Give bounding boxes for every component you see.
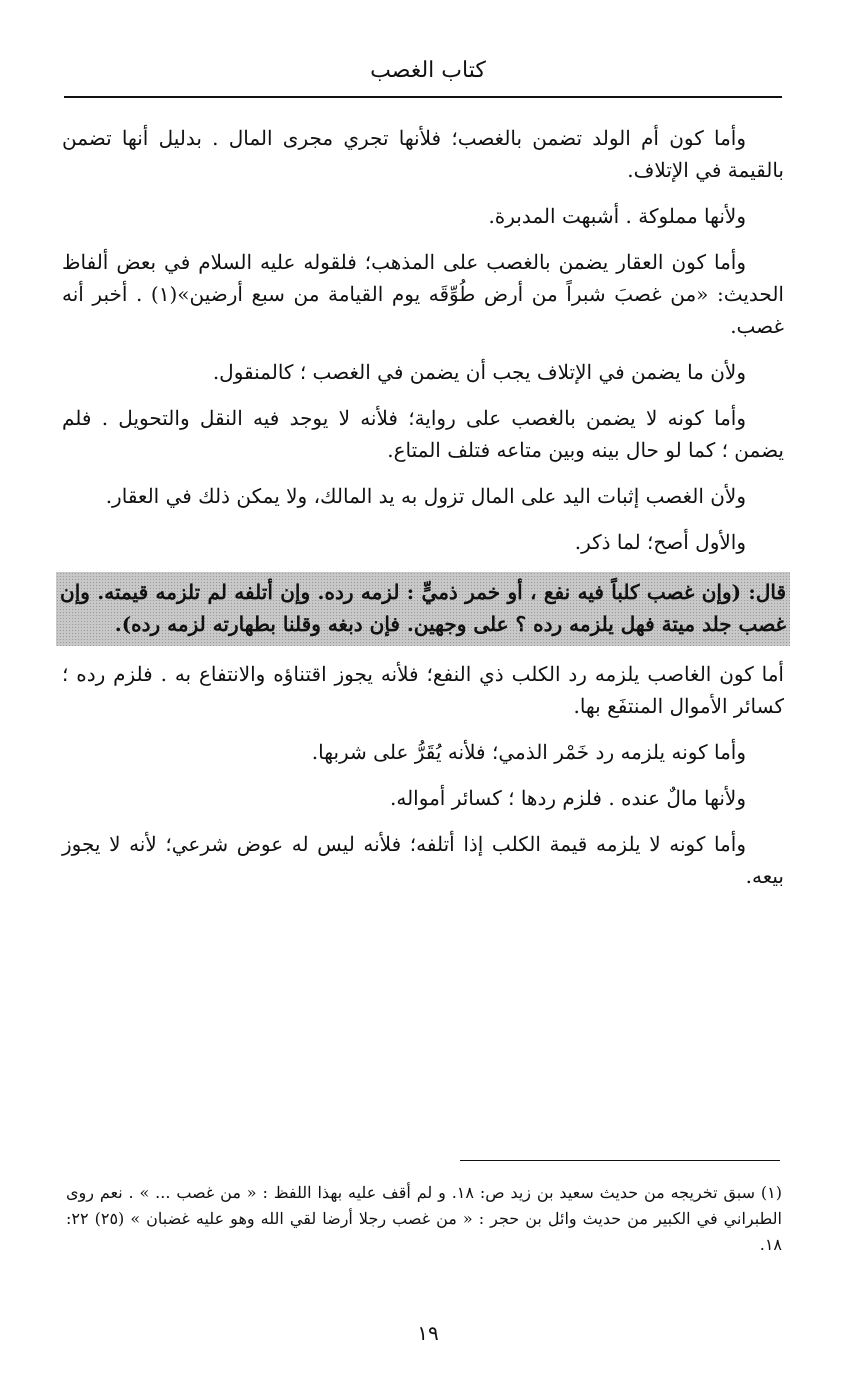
running-header-title: كتاب الغصب: [370, 58, 486, 83]
shaded-matn-paragraph: قال: (وإن غصب كلباً فيه نفع ، أو خمر ذميٍّ : لزمه رده. وإن أتلفه لم تلزمه قيمته. وإن غصب جلد ميتة فهل يلزمه رده ؟ على وجهين. فإن دبغه وقلنا بطهارته لزمه رده).: [56, 572, 790, 646]
paragraph: ولأنها مالٌ عنده . فلزم ردها ؛ كسائر أمواله.: [390, 786, 746, 810]
paragraph: والأول أصح؛ لما ذكر.: [574, 530, 746, 554]
footnote: (١) سبق تخريجه من حديث سعيد بن زيد ص: ١٨. و لم أقف عليه بهذا اللفظ : « من غصب ... » . نعم روى الطبراني في الكبير من حديث وائل بن حجر : « من غصب رجلا أرضا لقي الله وهو عليه غضبان » (٢٥) ٢٢: ١٨.: [66, 1183, 782, 1254]
footnote-rule: [460, 1160, 780, 1161]
paragraph: وأما كون العقار يضمن بالغصب على المذهب؛ فلقوله عليه السلام في بعض ألفاظ الحديث: «من غصبَ شبراً من أرض طُوِّقَه يوم القيامة من سبع أرضين»(١) . أخبر أنه غصب.: [62, 250, 784, 338]
paragraph: ولأن الغصب إثبات اليد على المال تزول به يد المالك، ولا يمكن ذلك في العقار.: [105, 484, 746, 508]
header-rule: [64, 96, 782, 98]
paragraph: أما كون الغاصب يلزمه رد الكلب ذي النفع؛ فلأنه يجوز اقتناؤه والانتفاع به . فلزم رده ؛ كسائر الأموال المنتفَع بها.: [62, 662, 784, 718]
page-number: ١٩: [417, 1321, 439, 1345]
body-text: [62, 122, 784, 906]
paragraph: وأما كونه يلزمه رد خَمْر الذمي؛ فلأنه يُقَرُّ على شربها.: [311, 740, 746, 764]
paragraph: وأما كونه لا يلزمه قيمة الكلب إذا أتلفه؛ فلأنه ليس له عوض شرعي؛ لأنه لا يجوز بيعه.: [62, 832, 784, 888]
paragraph: ولأن ما يضمن في الإتلاف يجب أن يضمن في الغصب ؛ كالمنقول.: [212, 360, 746, 384]
paragraph: وأما كون أم الولد تضمن بالغصب؛ فلأنها تجري مجرى المال . بدليل أنها تضمن بالقيمة في الإتلاف.: [62, 126, 784, 182]
paragraph: ولأنها مملوكة . أشبهت المدبرة.: [488, 204, 746, 228]
paragraph: وأما كونه لا يضمن بالغصب على رواية؛ فلأنه لا يوجد فيه النقل والتحويل . فلم يضمن ؛ كما لو حال بينه وبين متاعه فتلف المتاع.: [62, 406, 784, 462]
